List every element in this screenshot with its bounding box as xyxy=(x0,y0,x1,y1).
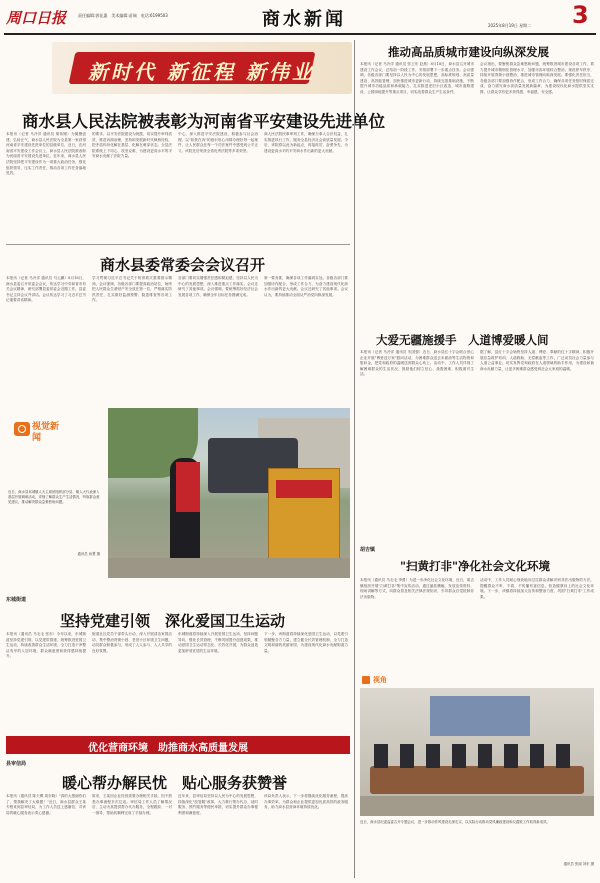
committee-col-2: 学习贯彻习近平总书记关于防汛救灾重要指示精神。会议强调，各级各部门要提高政治站位，始终把人民群众生命财产安全放在第一位，严格落实防汛责任，扎实做好监测预警、隐患排查等各项工作。 xyxy=(92,276,172,303)
lead-col-1: 本报讯（记者 马冷洋 通讯员 胡伟刚）为凝聚创建、弘扬正气，商水县人民法院为全县第一家获得河南省平安建设先进单位的县级单位，近日，在河南省平安建设工作会议上，商水县人民法院被表彰为河南省平安建设先进单位。近年来，商水县人民法院坚持把平安建设作为一项重大政治任务，强化组织领导，压实工作责任，推动各项工作任务落地见效。 xyxy=(6,132,86,176)
banner-slogan: 新时代 新征程 新伟业 xyxy=(88,60,315,84)
masthead-rule xyxy=(4,33,596,35)
meeting-photo xyxy=(360,688,594,816)
city-build-col-2: 会议指出，要聚焦群众急难愁盼问题，统筹推进城市建设各项工作，着力提升城市精细化管理水平，加强市容环境综合整治，规范停车秩序，持续开展背街小巷整治，推进城市管理向纵深发展。要强化责任担当，各级各部门要加强协作配合，形成工作合力，确保各项任务按时保质完成，奋力谱写商水高质量发展新篇章，为建设现代化商水提供坚实支撑，让群众享有更多获得感、幸福感、安全感。 xyxy=(480,62,594,94)
photo-caption: 近日，商水县邓城镇人大主席团组织部分县、镇人大代表深入基层开展调研活动，详细了解群众生产生活情况，听取群众意见建议，推动解决群众急难愁盼问题。 xyxy=(8,490,100,504)
eastcity-col-4: 下一步，该街道将持续深化爱国卫生运动，以党建引领凝聚各方力量，建立健全长效管理机制，全力打造文明和谐的美丽家园，为建设现代化商水贡献街道力量。 xyxy=(264,632,348,653)
perspective-label: 视角 xyxy=(373,676,387,684)
perspective-icon xyxy=(362,676,370,684)
eastcity-col-1: 本报讯（通讯员 马毛毛 张东）今年以来，东城街道坚持党建引领，以党建带群建，统筹推进爱国卫生运动，持续改善群众生活环境，全力打造干净整洁有序的人居环境，群众满意度和获得感持续提升。 xyxy=(6,632,86,659)
charity-col-2: 据了解，县红十字会始终坚持人道、博爱、奉献的红十字精神，积极开展应急救护培训、人道救助、无偿献血等工作，广泛动员社会力量参与人道公益事业，切实发挥党和政府在人道领域的助手作用，为建设和谐商水贡献力量，让更多困难群众感受到社会大家庭的温暖。 xyxy=(480,350,594,371)
eastcity-headline: 坚持党建引领 深化爱国卫生运动 xyxy=(60,612,286,630)
news-photo xyxy=(108,408,350,578)
photo-credit: 通讯员 孙慧 摄 xyxy=(77,552,100,556)
eastcity-col-2: 街道社区党员干部带头行动，深入开展清洁家园活动，集中整治背街小巷、老旧小区环境卫生问题，动员群众积极参与，形成了人人参与、人人共享的良好氛围。 xyxy=(92,632,172,653)
optimize-banner-label: 优化营商环境 助推商水高质量发展 xyxy=(88,743,248,754)
optimize-col-3: 近年来，县审信局坚持以人民为中心的发展思想，持续深化"放管服"改革，大力推行帮办代办、延时服务、预约服务等便民举措，切实提升群众办事便利度和满意度。 xyxy=(178,794,258,815)
masthead-date: 2025年8月19日 星期二 xyxy=(488,23,532,28)
optimize-col-4: 该局负责人表示，下一步将继续优化服务流程，提高办事效率，为群众和企业提供更加优质高效的政务服务，助力商水县营商环境持续优化。 xyxy=(264,794,348,810)
divider xyxy=(6,244,350,245)
eastcity-col-3: 东城街道将持续深入开展爱国卫生运动，坚持问题导向，强化长效管理，不断巩固提升创建成果，推动爱国卫生运动常态化、长效化开展，为群众创造更加舒适宜居的生活环境。 xyxy=(178,632,258,653)
visual-news-tag xyxy=(8,418,66,478)
charity-col-1: 本报讯（记者 马冷洋 通讯员 朱国强）近日，商水县红十字会联合爱心企业开展"博爱送万家"慰问活动，为困难群众送去米面油等生活物资和慰问金，把党和政府的温暖送到群众心坎上。活动中，工作人员详细了解困难群众的生活状况，鼓励他们树立信心、战胜困难，积极面对生活。 xyxy=(360,350,474,377)
perspective-tag xyxy=(360,674,594,686)
photo-table xyxy=(370,766,584,794)
optimize-section: 县审信局 xyxy=(6,761,27,767)
photo-floor xyxy=(360,796,594,816)
lead-col-2: 的要求，以平安法院建设为统揽，切实提升审判质效，推进诉源治理，坚持和发展新时代枫桥经验，把矛盾纠纷化解在基层、化解在萌芽状态。全县法院系统上下同心，攻坚克难，为建设更高水平的平安商水贡献了法院力量。 xyxy=(92,132,172,159)
camera-lens-icon xyxy=(18,425,26,433)
photo-screen xyxy=(430,696,530,736)
lead-col-3: 中心，深入推进平安法院建设，积极参与社会治理，以"如我在诉"的意识用心用情办理好每一起案件，让人民群众在每一个司法案件中感受到公平正义。该院先后荣获全省优秀法院等多项荣誉。 xyxy=(178,132,258,153)
charity-headline: 大爱无疆施援手 人道博爱暖人间 xyxy=(376,333,549,347)
hujizhen-headline: "扫黄打非"净化社会文化环境 xyxy=(400,559,550,573)
section-title: 商水新闻 xyxy=(262,9,346,30)
lead-col-4: 商人民法院民事审判工作，确保当事人合法权益，扎实推进执行工作，服务全县经济社会高质量发展。今后，该院将以此为新起点，再接再厉，奋勇争先，为建设更高水平的平安商水作出新的更大贡献。 xyxy=(264,132,348,153)
city-build-headline: 推动高品质城市建设向纵深发展 xyxy=(388,45,549,59)
committee-col-4: 第一要务抓，确保各项工作落到实处。各级各部门要加强协作配合，形成工作合力，为奋力建设现代化商水作出新的更大贡献。会议还研究了其他事项。会议认为，要持续推动全面从严治党向纵深发展。 xyxy=(264,276,348,297)
photo-boxes-label xyxy=(276,480,332,498)
page-number: 3 xyxy=(572,1,589,29)
masthead-info: 责任编辑:郭佳惠 美术编辑:苗瑞 电话:6199503 xyxy=(78,13,168,18)
optimize-banner xyxy=(6,736,350,754)
meeting-photo-caption: 近日，商水县纪委监委召开专题会议，进一步推动作风建设走深走实，以实际行动推动党风廉政建设和反腐败工作取得新成效。 xyxy=(360,820,550,824)
photo-ground xyxy=(108,558,350,578)
optimize-col-1: 本报讯（通讯员 陈天赐 周东晓）"真的太感谢你们了，帮我解决了大难题！"近日，商水县群众王某专程来到县审信局，为工作人员送上感谢信，对该局的暖心服务表示衷心感谢。 xyxy=(6,794,86,815)
committee-col-1: 本报讯（记者 马冷洋 通讯员 马云鹏）8月18日，商水县委召开常委会会议，传达学习中央和省市有关会议精神，研究部署县委常委会近期工作。县委书记主持会议并讲话。会议传达学习了习近平总书记重要讲话精神。 xyxy=(6,276,86,303)
photo-banner-red xyxy=(176,462,200,512)
optimize-col-2: 原来，王某因企业经营需要办理相关手续，因不熟悉办事流程多次往返。审信局工作人员了解情况后，主动为其提供帮办代办服务，全程跟踪、一对一指导，帮助其顺利完成了手续办理。 xyxy=(92,794,172,815)
optimize-headline: 暖心帮办解民忧 贴心服务获赞誉 xyxy=(62,774,288,792)
hujizhen-section: 胡吉镇 xyxy=(360,547,376,553)
eastcity-section: 东城街道 xyxy=(6,597,27,603)
visual-news-label: 视觉新闻 xyxy=(32,422,60,443)
city-build-col-1: 本报讯（记者 马冷洋 通讯员 张卫东 赵燕）8月18日，商水县召开城市建设工作会议，总结前一阶段工作，安排部署下一步重点任务。会议强调，各级各部门要坚持以人民为中心的发展思想，高标准规划、高质量建设、高效能管理，加快推进城市更新行动，持续完善基础设施，不断提升城市功能品质和承载能力，扎实推进老旧小区改造、城市道路建设、公园绿地提升等重点项目，切实改善群众生产生活条件。 xyxy=(360,62,474,94)
newspaper-logo: 周口日报 xyxy=(6,9,67,27)
slogan-banner xyxy=(52,42,352,94)
masthead xyxy=(0,0,600,34)
lead-headline: 商水县人民法院被表彰为河南省平安建设先进单位 xyxy=(22,112,385,131)
committee-col-3: 各部门要切实增强责任感和紧迫感，坚持以人民为中心的发展思想，深入推进重点工作落实。会议还研究了其他事项。会议强调，要统筹抓好经济社会发展各项工作，确保全年目标任务圆满完成。 xyxy=(178,276,258,297)
hujizhen-col-1: 本报讯（通讯员 马毛毛 李勇）为进一步净化社会文化环境，近日，胡吉镇组织开展"扫黄打非"集中宣传活动，通过悬挂横幅、发放宣传资料、现场讲解等方式，向群众普及相关法律法规知识，引导群众自觉抵制非法出版物。 xyxy=(360,578,474,599)
column-divider xyxy=(354,40,355,878)
hujizhen-col-2: 活动中，工作人员耐心细致地向过往群众讲解识别非法出版物的方法，提醒群众不听、不看、不传播有害信息，营造健康向上的社会文化环境。下一步，该镇将持续加大宣传和整治力度，巩固"扫黄打非"工作成果。 xyxy=(480,578,594,599)
photo-people-row xyxy=(374,744,580,768)
meeting-photo-credit: 通讯员 张丽 刘东 摄 xyxy=(563,862,594,866)
committee-headline: 商水县委常委会会议召开 xyxy=(100,256,266,274)
